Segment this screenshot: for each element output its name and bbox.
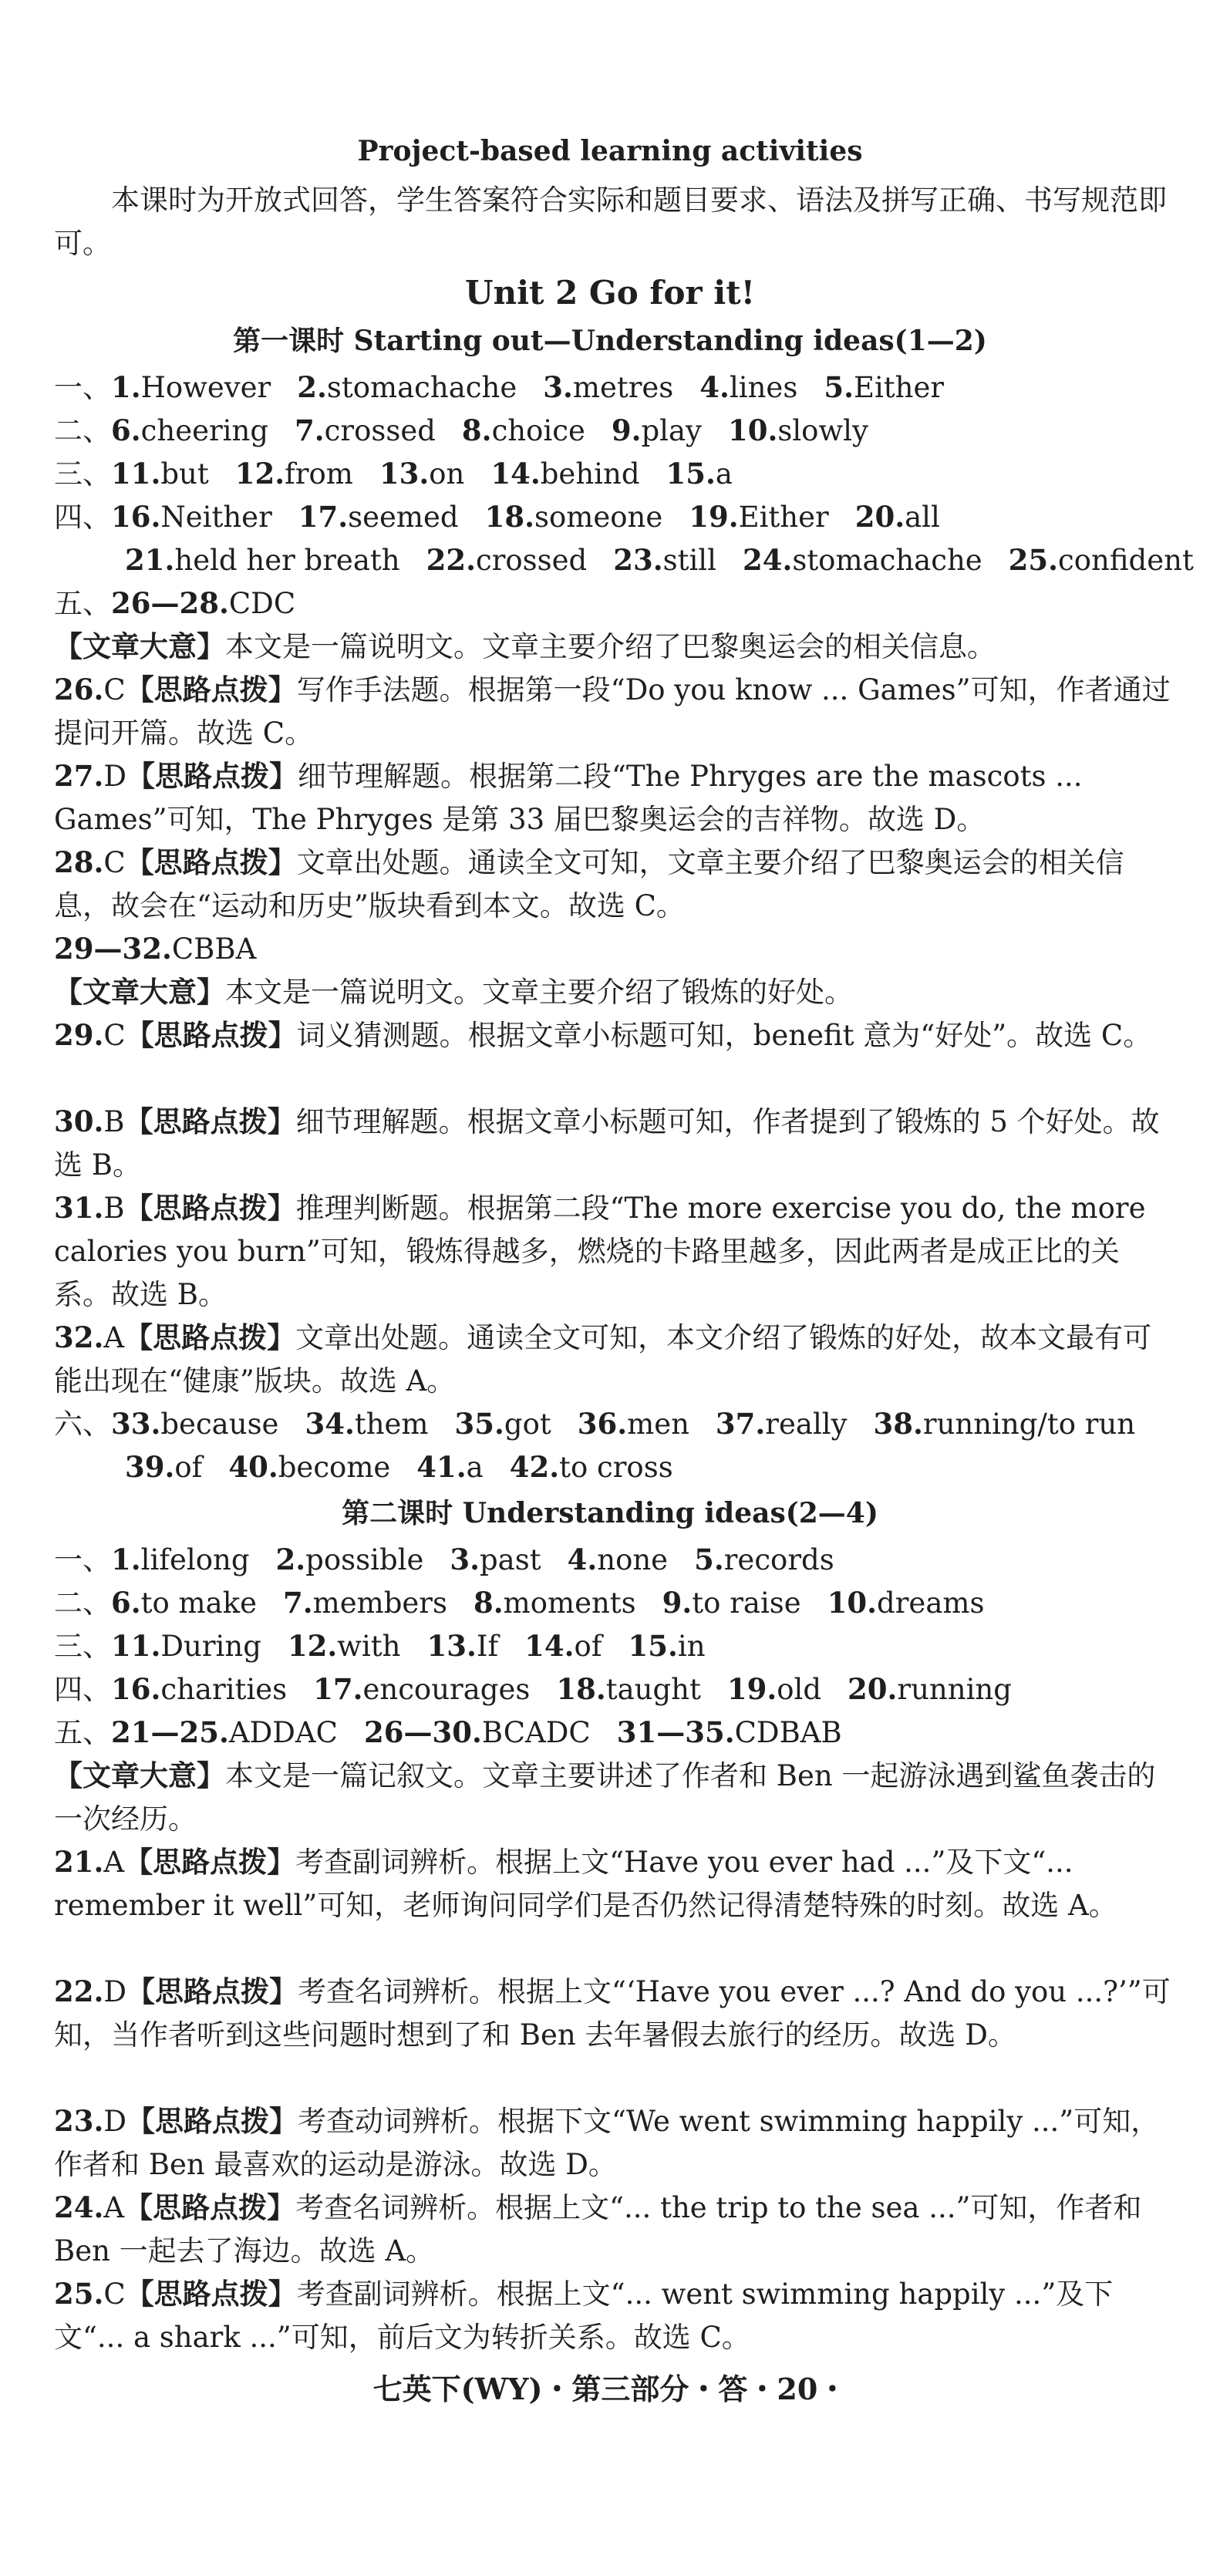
item-number: 19.: [689, 500, 739, 534]
hint-tag: 【思路点拨】: [124, 1845, 296, 1879]
answer-number: 21.: [54, 1845, 104, 1879]
hint-tag: 【思路点拨】: [124, 1320, 296, 1354]
answer-row: [54, 409, 1172, 453]
section-label: 二、: [54, 1586, 111, 1620]
answer-item: [874, 1408, 1136, 1441]
answer-item: [689, 501, 829, 534]
answer-number: 31.: [54, 1191, 104, 1225]
section-label: 六、: [54, 1408, 111, 1441]
item-number: 16.: [111, 1672, 161, 1706]
answer-item: [288, 1630, 401, 1663]
item-value: metres: [572, 371, 674, 404]
item-number: 4.: [567, 1543, 598, 1576]
hint-text: 考查副词辨析。根据上文“... went swimming happily ...”及下文“... a shark ...”可知，前后文为转折关系。故选 C。: [54, 2278, 1114, 2354]
answer-item: [694, 1543, 834, 1576]
answer-item: [455, 1408, 551, 1441]
answer-letter: A: [103, 1321, 125, 1354]
item-value: a: [715, 457, 733, 491]
answer-item: [111, 371, 271, 404]
answer-item: [111, 1408, 278, 1441]
item-number: 18.: [556, 1672, 606, 1706]
answer-row: [54, 1538, 1172, 1582]
hint-text: 文章出处题。通读全文可知，本文介绍了锻炼的好处，故本文最有可能出现在“健康”版块。故选 A。: [54, 1321, 1152, 1398]
item-value: Either: [853, 371, 945, 404]
section-label: 二、: [54, 414, 111, 447]
project-text: 本课时为开放式回答，学生答案符合实际和题目要求、语法及拼写正确、书写规范即可。: [54, 184, 1167, 260]
item-number: 36.: [577, 1407, 628, 1441]
answer-item: [111, 414, 268, 447]
group-number: 29—32.: [54, 932, 172, 966]
answer-row: [54, 1711, 1172, 1755]
item-number: 4.: [699, 370, 730, 404]
item-value: seemed: [348, 501, 459, 534]
answer-item: [556, 1673, 701, 1706]
item-value: dreams: [877, 1586, 985, 1620]
item-value: During: [160, 1630, 261, 1663]
answer-letter: A: [103, 1846, 125, 1879]
item-value: lifelong: [140, 1543, 250, 1576]
item-number: 39.: [125, 1450, 175, 1484]
hint-tag: 【思路点拨】: [125, 1018, 297, 1052]
item-value: cheering: [140, 414, 269, 447]
answer-number: 23.: [54, 2104, 104, 2138]
answer-item: [827, 1586, 985, 1620]
item-value: really: [765, 1408, 848, 1441]
answer-item: [305, 1408, 428, 1441]
item-number: 37.: [715, 1407, 766, 1441]
answer-item: [543, 371, 673, 404]
answer-row: [54, 1581, 1172, 1625]
hint-tag: 【思路点拨】: [124, 1191, 296, 1225]
explanation-block: [54, 1186, 1172, 1316]
item-value: possible: [305, 1543, 424, 1576]
item-value: of: [174, 1451, 203, 1484]
answer-item: [298, 501, 459, 534]
item-value: If: [476, 1630, 499, 1663]
item-value: got: [504, 1408, 551, 1441]
item-number: 9.: [611, 413, 642, 447]
answer-number: 26.: [54, 673, 104, 706]
answer-item: [379, 457, 464, 491]
item-number: 18.: [484, 500, 534, 534]
item-number: 5.: [824, 370, 854, 404]
answer-item: [111, 587, 295, 620]
answer-number: 27.: [54, 759, 104, 793]
answer-item: [426, 1630, 498, 1663]
item-number: 16.: [111, 500, 161, 534]
answer-letter: D: [103, 760, 127, 793]
item-value: Neither: [160, 501, 272, 534]
hint-text: 考查名词辨析。根据上文“‘Have you ever ...? And do you ...?’”可知，当作者听到这些问题时想到了和 Ben 去年暑假去旅行的经历。故选 D。: [54, 1975, 1171, 2052]
item-number: 9.: [662, 1586, 693, 1620]
item-number: 33.: [111, 1407, 161, 1441]
item-number: 12.: [287, 1629, 338, 1663]
answer-row: [54, 495, 1172, 539]
item-value: taught: [605, 1673, 701, 1706]
item-number: 41.: [416, 1450, 467, 1484]
item-value: running: [897, 1673, 1012, 1706]
section-label: 五、: [54, 1716, 111, 1749]
item-value: still: [662, 544, 716, 577]
answer-item: [416, 1451, 483, 1484]
item-number: 17.: [298, 500, 349, 534]
item-number: 21—25.: [111, 1715, 229, 1749]
hint-text: 考查副词辨析。根据上文“Have you ever had ...”及下文“... remember it well”可知，老师询问同学们是否仍然记得清楚特殊的时刻。故选 A。: [54, 1846, 1117, 1922]
answer-row: [125, 1445, 1220, 1489]
answer-row: [54, 1667, 1172, 1711]
answer-item: [125, 1451, 202, 1484]
explanation-block: [54, 1840, 1172, 1970]
item-value: CDBAB: [734, 1716, 842, 1749]
item-number: 38.: [873, 1407, 923, 1441]
item-number: 8.: [473, 1586, 504, 1620]
answer-letter: C: [103, 1019, 126, 1052]
item-value: of: [574, 1630, 602, 1663]
answer-letter: C: [103, 2278, 126, 2311]
explanation-block: [54, 1316, 1172, 1402]
hint-tag: 【思路点拨】: [124, 1104, 296, 1138]
summary-text: 本文是一篇说明文。文章主要介绍了锻炼的好处。: [225, 976, 853, 1009]
answer-item: [125, 544, 400, 577]
item-value: become: [278, 1451, 391, 1484]
item-value: lines: [729, 371, 798, 404]
section-label: 五、: [54, 587, 111, 620]
explanation-block: [54, 1013, 1172, 1100]
answer-item: [1009, 544, 1194, 577]
answer-item: [462, 414, 585, 447]
answer-item: [848, 1673, 1012, 1706]
answer-row: [54, 1402, 1172, 1446]
item-number: 11.: [111, 457, 161, 491]
answer-row: [54, 1624, 1172, 1668]
item-number: 10.: [827, 1586, 878, 1620]
hint-text: 细节理解题。根据第二段“The Phryges are the mascots ... Games”可知，The Phryges 是第 33 届巴黎奥运会的吉祥物。故选 D。: [54, 760, 1083, 836]
item-number: 15.: [666, 457, 716, 491]
item-number: 35.: [454, 1407, 504, 1441]
answer-item: [666, 457, 733, 491]
item-number: 26—30.: [363, 1715, 482, 1749]
hint-tag: 【思路点拨】: [126, 1974, 298, 2008]
summary-text: 本文是一篇说明文。文章主要介绍了巴黎奥运会的相关信息。: [225, 630, 996, 663]
item-value: held her breath: [174, 544, 400, 577]
summary-tag: 【文章大意】: [54, 629, 225, 663]
hint-tag: 【思路点拨】: [125, 673, 297, 706]
answer-item: [426, 544, 588, 577]
answer-item: [613, 544, 716, 577]
answer-number: 30.: [54, 1104, 104, 1138]
item-number: 6.: [111, 413, 141, 447]
item-number: 20.: [848, 1672, 898, 1706]
item-number: 14.: [524, 1629, 575, 1663]
answer-item: [111, 1586, 257, 1620]
item-number: 8.: [461, 413, 492, 447]
hint-text: 细节理解题。根据文章小标题可知，作者提到了锻炼的 5 个好处。故选 B。: [54, 1105, 1160, 1182]
item-number: 19.: [726, 1672, 777, 1706]
item-value: encourages: [362, 1673, 531, 1706]
answer-letter: C: [103, 846, 126, 879]
answer-item: [662, 1586, 801, 1620]
answer-item: [617, 1716, 842, 1749]
item-value: to cross: [559, 1451, 673, 1484]
answer-letter: C: [103, 673, 126, 706]
item-value: stomachache: [326, 371, 517, 404]
hint-tag: 【思路点拨】: [124, 2190, 296, 2224]
section-label: 四、: [54, 501, 111, 534]
answer-item: [228, 1451, 390, 1484]
item-number: 31—35.: [616, 1715, 735, 1749]
answer-row: [54, 366, 1172, 410]
item-number: 7.: [283, 1586, 313, 1620]
answer-item: [276, 1543, 424, 1576]
answer-item: [364, 1716, 591, 1749]
answer-row: [125, 538, 1220, 582]
item-number: 7.: [295, 413, 325, 447]
answer-item: [111, 457, 209, 491]
answer-item: [111, 1543, 250, 1576]
item-number: 26—28.: [111, 586, 229, 620]
answer-item: [297, 371, 517, 404]
item-value: However: [140, 371, 271, 404]
item-value: on: [429, 457, 465, 491]
item-number: 6.: [111, 1586, 141, 1620]
section-label: 一、: [54, 1543, 111, 1576]
answer-item: [728, 414, 868, 447]
answer-item: [824, 371, 944, 404]
answer-item: [490, 457, 639, 491]
answer-item: [111, 1716, 338, 1749]
item-value: choice: [491, 414, 585, 447]
item-number: 24.: [742, 543, 793, 577]
item-number: 25.: [1008, 543, 1059, 577]
item-value: old: [777, 1673, 822, 1706]
answer-number: 24.: [54, 2190, 104, 2224]
item-number: 11.: [111, 1629, 161, 1663]
lesson1-heading: 第一课时 Starting out—Understanding ideas(1—2): [233, 325, 987, 357]
answer-item: [743, 544, 982, 577]
answer-item: [510, 1451, 673, 1484]
item-value: past: [480, 1543, 541, 1576]
answer-letter: B: [103, 1105, 125, 1138]
hint-tag: 【思路点拨】: [125, 2277, 297, 2311]
section-label: 三、: [54, 1630, 111, 1663]
item-number: 40.: [228, 1450, 278, 1484]
summary-tag: 【文章大意】: [54, 1758, 225, 1792]
item-number: 34.: [305, 1407, 355, 1441]
answer-letter: B: [103, 1192, 125, 1225]
answer-item: [474, 1586, 636, 1620]
item-number: 3.: [450, 1543, 480, 1576]
summary-tag: 【文章大意】: [54, 975, 225, 1009]
answer-row: [54, 582, 1172, 625]
explanation-block: [54, 841, 1172, 927]
hint-tag: 【思路点拨】: [126, 759, 298, 793]
answer-letter: D: [103, 1975, 127, 2008]
explanation-block: [54, 2272, 1172, 2359]
answer-item: [111, 501, 272, 534]
answer-number: 22.: [54, 1974, 104, 2008]
article-summary: [54, 1754, 1172, 1840]
summary-text: 本文是一篇记叙文。文章主要讲述了作者和 Ben 一起游泳遇到鲨鱼袭击的一次经历。: [54, 1759, 1156, 1836]
answer-item: [629, 1630, 706, 1663]
item-value: with: [337, 1630, 401, 1663]
answer-letter: D: [103, 2105, 127, 2138]
item-value: all: [905, 501, 940, 534]
item-value: from: [285, 457, 353, 491]
answer-item: [727, 1673, 821, 1706]
item-number: 10.: [727, 413, 778, 447]
item-number: 21.: [125, 543, 175, 577]
answer-item: [612, 414, 702, 447]
item-value: someone: [534, 501, 663, 534]
item-value: members: [312, 1586, 447, 1620]
item-value: charities: [160, 1673, 288, 1706]
answer-item: [716, 1408, 848, 1441]
item-value: records: [723, 1543, 834, 1576]
answer-number: 32.: [54, 1320, 104, 1354]
hint-text: 考查名词辨析。根据上文“... the trip to the sea ...”可知，作者和 Ben 一起去了海边。故选 A。: [54, 2191, 1142, 2267]
answer-item: [450, 1543, 541, 1576]
item-value: to raise: [692, 1586, 801, 1620]
answer-row: [54, 452, 1172, 496]
hint-text: 词义猜测题。根据文章小标题可知，benefit 意为“好处”。故选 C。: [296, 1019, 1152, 1052]
lesson2-heading: 第二课时 Understanding ideas(2—4): [342, 1497, 878, 1529]
item-number: 20.: [854, 500, 905, 534]
item-number: 15.: [628, 1629, 678, 1663]
item-value: crossed: [324, 414, 436, 447]
answer-item: [235, 457, 353, 491]
item-value: ADDAC: [228, 1716, 338, 1749]
answer-item: [313, 1673, 530, 1706]
item-number: 13.: [379, 457, 430, 491]
item-value: running/to run: [922, 1408, 1136, 1441]
hint-text: 推理判断题。根据第二段“The more exercise you do, the more calories you burn”可知，锻炼得越多，燃烧的卡路里越多，因此两者是成正比的关系。故选 B。: [54, 1192, 1146, 1311]
item-value: moments: [503, 1586, 636, 1620]
item-number: 13.: [426, 1629, 477, 1663]
explanation-block: [54, 668, 1172, 754]
item-number: 2.: [275, 1543, 306, 1576]
explanation-block: [54, 2186, 1172, 2272]
answer-item: [578, 1408, 689, 1441]
answer-group: [54, 927, 1172, 971]
hint-tag: 【思路点拨】: [126, 2104, 298, 2138]
item-number: 1.: [111, 370, 141, 404]
answer-item: [855, 501, 940, 534]
hint-text: 考查动词辨析。根据下文“We went swimming happily ...”可知，作者和 Ben 最喜欢的运动是游泳。故选 D。: [54, 2105, 1160, 2181]
hint-text: 写作手法题。根据第一段“Do you know ... Games”可知，作者通过提问开篇。故选 C。: [54, 673, 1171, 750]
item-value: slowly: [777, 414, 868, 447]
item-number: 23.: [613, 543, 663, 577]
answer-number: 25.: [54, 2277, 104, 2311]
item-value: behind: [540, 457, 640, 491]
item-number: 42.: [509, 1450, 560, 1484]
item-value: crossed: [475, 544, 588, 577]
project-heading: Project-based learning activities: [357, 135, 863, 167]
item-number: 12.: [234, 457, 285, 491]
hint-tag: 【思路点拨】: [125, 845, 297, 879]
item-value: none: [597, 1543, 669, 1576]
item-value: men: [627, 1408, 689, 1441]
item-number: 5.: [694, 1543, 724, 1576]
item-value: Either: [738, 501, 829, 534]
item-value: BCADC: [481, 1716, 591, 1749]
section-label: 三、: [54, 457, 111, 491]
item-value: in: [677, 1630, 706, 1663]
item-value: because: [160, 1408, 279, 1441]
item-value: but: [160, 457, 209, 491]
explanation-block: [54, 1100, 1172, 1186]
item-number: 3.: [543, 370, 573, 404]
item-number: 1.: [111, 1543, 141, 1576]
item-value: CDC: [228, 587, 296, 620]
explanation-block: [54, 2099, 1172, 2186]
item-number: 17.: [313, 1672, 363, 1706]
item-value: to make: [140, 1586, 258, 1620]
group-value: CBBA: [171, 932, 257, 966]
answer-item: [283, 1586, 447, 1620]
answer-item: [295, 414, 436, 447]
answer-number: 28.: [54, 845, 104, 879]
explanation-block: [54, 1970, 1172, 2099]
answer-item: [568, 1543, 668, 1576]
item-value: them: [354, 1408, 429, 1441]
answer-item: [524, 1630, 602, 1663]
item-value: a: [466, 1451, 484, 1484]
unit-title: Unit 2 Go for it!: [464, 274, 756, 312]
answer-item: [111, 1630, 261, 1663]
answer-item: [699, 371, 797, 404]
item-value: play: [641, 414, 702, 447]
item-number: 14.: [490, 457, 541, 491]
item-number: 2.: [297, 370, 327, 404]
answer-item: [485, 501, 663, 534]
hint-text: 文章出处题。通读全文可知，文章主要介绍了巴黎奥运会的相关信息，故会在“运动和历史”版块看到本文。故选 C。: [54, 846, 1124, 922]
explanation-block: [54, 754, 1172, 841]
answer-item: [111, 1673, 287, 1706]
answer-number: 29.: [54, 1018, 104, 1052]
answer-letter: A: [103, 2191, 125, 2224]
section-label: 四、: [54, 1673, 111, 1706]
page-footer: 七英下(WY)・第三部分・答・20・: [372, 2372, 848, 2406]
item-value: stomachache: [792, 544, 982, 577]
section-label: 一、: [54, 371, 111, 404]
item-value: confident: [1058, 544, 1194, 577]
item-number: 22.: [426, 543, 476, 577]
